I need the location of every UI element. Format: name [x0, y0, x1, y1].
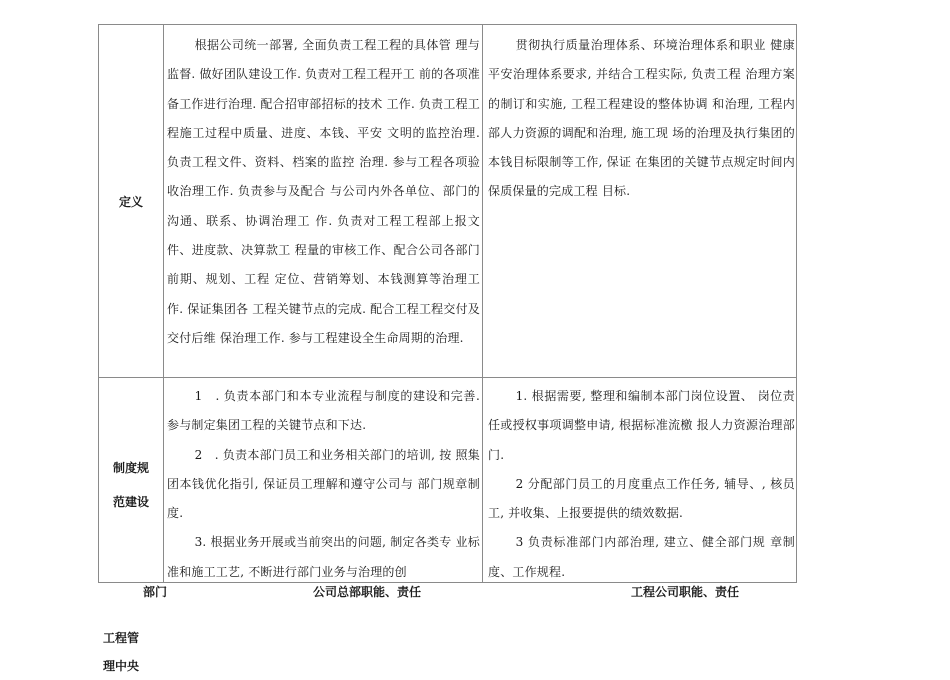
regulation-hq-item-1: 1 . 负责本部门和本专业流程与制度的建设和完善. 参与制定集团工程的关键节点和下达. [167, 389, 480, 433]
definition-hq-cell [167, 31, 480, 353]
row-divider [99, 377, 796, 378]
department-label-line1: 工程管 [103, 631, 140, 645]
department-label-line2: 理中央 [103, 659, 140, 673]
regulation-hq-item-3: 3. 根据业务开展或当前突出的问题, 制定各类专 业标准和施工工艺, 不断进行部门业务与治理的创 [167, 535, 480, 579]
regulation-hq-item-2: 2 . 负责本部门员工和业务相关部门的培训, 按 照集团本钱优化指引, 保证员工理解和遵守公司与 部门规章制度. [167, 447, 480, 521]
row-label-definition: 定义 [118, 195, 143, 209]
regulation-hq-cell [167, 382, 480, 587]
responsibility-table [98, 24, 797, 583]
header-hq-responsibility: 公司总部职能、责任 [313, 585, 422, 599]
regulation-company-item-2: 2 分配部门员工的月度重点工作任务, 辅导、, 核员工, 并收集、上报要提供的绩效数据. [488, 476, 795, 521]
row-label-regulation-line1: 制度规 [112, 461, 149, 475]
column-divider-1 [163, 25, 164, 582]
definition-company-cell [488, 31, 795, 207]
header-company-responsibility: 工程公司职能、责任 [631, 585, 740, 599]
definition-company-text: 贯彻执行质量治理体系、环境治理体系和职业 健康平安治理体系要求, 并结合工程实际, 负责工程 治理方案的制订和实施, 工程工程建设的整体协调 和治理, 工程内部人力资源的调配和治理, 施工现 场的治理及执行集团的本钱目标限制等工作, 保证 在集团的关键节点规定时间内保质保量的完成工程 目标. [488, 38, 795, 199]
row-label-regulation [99, 451, 163, 519]
definition-hq-text: 根据公司统一部署, 全面负责工程工程的具体管 理与监督. 做好团队建设工作. 负责对工程工程开工 前的各项准备工作进行治理. 配合招审部招标的技术 工作. 负责工程工程施工过程中质量、进度、本钱、平安 文明的监控治理. 负责工程文件、资料、档案的监控 治理. 参与工程各项验收治理工作. 负责参与及配合 与公司内外各单位、部门的沟通、联系、协调治理工 作. 负责对工程工程部上报文件、进度款、决算款工 程量的审核工作、配合公司各部门前期、规划、工程 定位、营销筹划、本钱测算等治理工作. 保证集团各 工程关键节点的完成. 配合工程工程交付及交付后维 保治理工作. 参与工程建设全生命周期的治理. [167, 38, 480, 345]
regulation-company-item-3: 3 负责标准部门内部治理, 建立、健全部门规 章制度、工作规程. [488, 535, 795, 579]
regulation-company-item-1: 1. 根据需要, 整理和编制本部门岗位设置、 岗位责任或授权事项调整申请, 根据标准流檄 报人力资源治理部门. [488, 389, 795, 462]
row-label-regulation-line2: 范建设 [112, 495, 149, 509]
regulation-company-cell [488, 382, 795, 587]
column-divider-2 [482, 25, 483, 582]
header-department: 部门 [143, 585, 168, 599]
